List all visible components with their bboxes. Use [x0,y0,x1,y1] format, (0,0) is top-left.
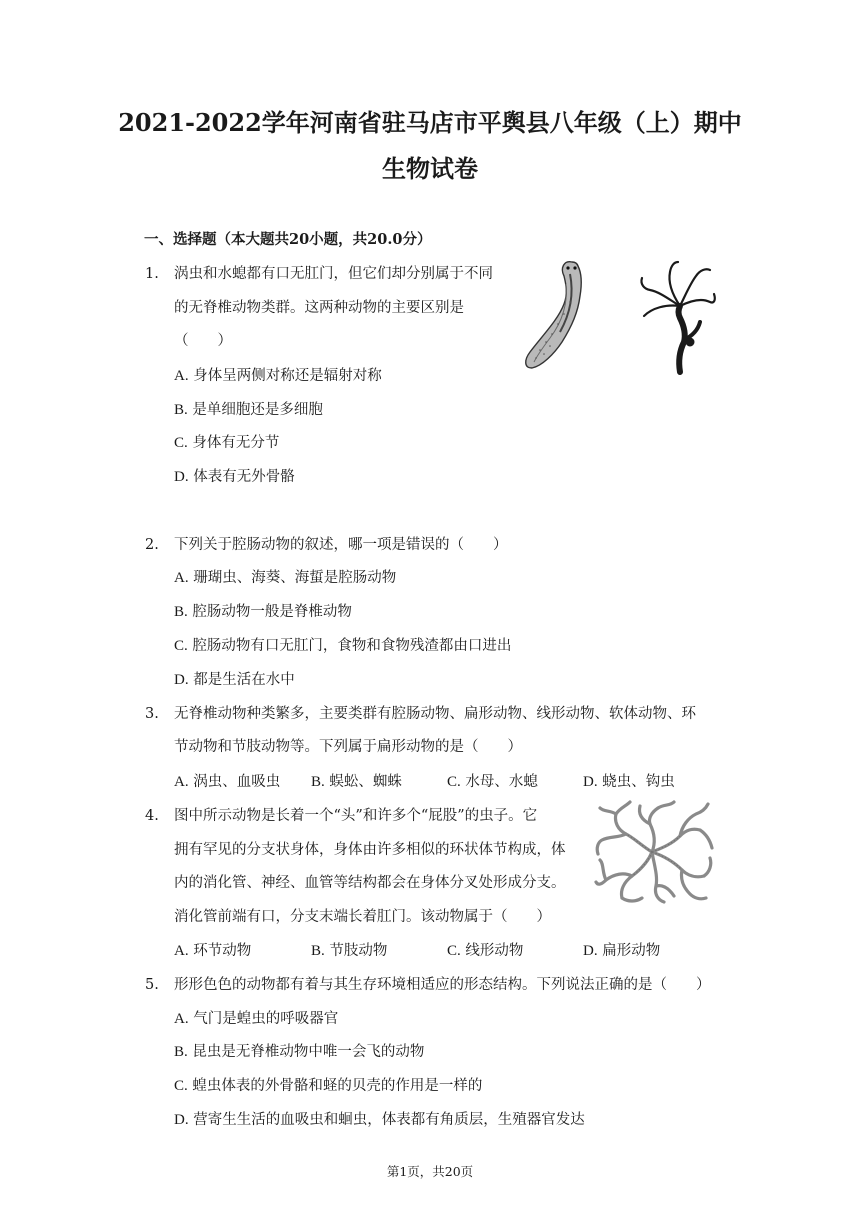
option-letter: C. [174,1078,188,1094]
option-text: 线形动物 [465,943,524,959]
page-title-line-1: 2021-2022学年河南省驻马店市平舆县八年级（上）期中 [118,108,742,137]
question-3-option-c [447,772,538,792]
option-letter: B. [311,774,325,790]
question-3-number: 3. [145,706,159,722]
question-2-option-b [174,602,352,622]
option-text: 蝗虫体表的外骨骼和蛏的贝壳的作用是一样的 [192,1078,483,1094]
option-letter: A. [174,943,189,959]
question-4-stem-line-1: 图中所示动物是长着一个“头”和许多个“屁股”的虫子。它 [174,808,538,824]
question-4-figure [592,798,716,906]
question-5-option-a [174,1009,338,1029]
option-text: 营寄生生活的血吸虫和蛔虫，体表都有角质层，生殖器官发达 [193,1112,585,1128]
question-1-stem-line-1: 涡虫和水螅都有口无肛门，但它们却分别属于不同 [174,266,493,282]
question-1-figure [520,254,720,376]
option-text: 蛲虫、钩虫 [602,774,675,790]
option-letter: C. [447,774,461,790]
question-1-stem-line-2: 的无脊椎动物类群。这两种动物的主要区别是 [174,300,464,316]
question-2-number: 2. [145,537,159,553]
question-1-option-c [174,433,279,453]
question-1-number: 1. [145,266,159,282]
option-text: 环节动物 [193,943,252,959]
question-4-option-a [174,941,251,961]
option-letter: C. [447,943,461,959]
option-text: 水母、水螅 [465,774,538,790]
option-text: 身体有无分节 [192,435,280,451]
option-letter: A. [174,570,189,586]
planarian-and-hydra-illustration [520,254,720,376]
option-letter: C. [174,435,188,451]
option-text: 节肢动物 [329,943,388,959]
option-letter: D. [174,1112,189,1128]
option-text: 昆虫是无脊椎动物中唯一会飞的动物 [192,1044,425,1060]
option-letter: B. [174,402,188,418]
option-letter: A. [174,774,189,790]
question-4-option-b [311,941,387,961]
question-1-stem-line-3: （ ） [174,333,232,349]
option-text: 是单细胞还是多细胞 [192,402,323,418]
question-1-option-a [174,366,382,386]
question-4-stem-line-3: 内的消化管、神经、血管等结构都会在身体分叉处形成分支。 [174,875,566,891]
planarian-icon [526,262,582,368]
option-letter: A. [174,368,189,384]
question-2-option-c [174,636,511,656]
option-letter: D. [174,469,189,485]
option-letter: C. [174,638,188,654]
question-3-option-b [311,772,402,792]
option-letter: B. [174,604,188,620]
option-letter: B. [174,1044,188,1060]
option-text: 蜈蚣、蜘蛛 [329,774,402,790]
question-5-option-d [174,1110,585,1130]
option-text: 身体呈两侧对称还是辐射对称 [193,368,382,384]
question-3-stem-line-1: 无脊椎动物种类繁多，主要类群有腔肠动物、扁形动物、线形动物、软体动物、环 [174,706,696,722]
option-letter: B. [311,943,325,959]
option-text: 腔肠动物一般是脊椎动物 [192,604,352,620]
option-letter: A. [174,1011,189,1027]
question-5-number: 5. [145,977,159,993]
question-5-option-c [174,1076,482,1096]
option-text: 涡虫、血吸虫 [193,774,281,790]
option-text: 气门是蝗虫的呼吸器官 [193,1011,339,1027]
option-text: 腔肠动物有口无肛门，食物和食物残渣都由口进出 [192,638,512,654]
option-letter: D. [174,672,189,688]
option-text: 珊瑚虫、海葵、海蜇是腔肠动物 [193,570,397,586]
question-3-option-a [174,772,280,792]
question-3-option-d [583,772,675,792]
question-2-option-a [174,568,396,588]
option-letter: D. [583,774,598,790]
option-text: 扁形动物 [602,943,661,959]
branching-worm-icon [592,798,716,906]
question-2-stem-line-1: 下列关于腔肠动物的叙述，哪一项是错误的（ ） [174,537,508,553]
hydra-icon [641,262,714,372]
question-5-stem-line-1: 形形色色的动物都有着与其生存环境相适应的形态结构。下列说法正确的是（ ） [174,977,711,993]
option-letter: D. [583,943,598,959]
question-4-option-c [447,941,523,961]
question-3-stem-line-2: 节动物和节肢动物等。下列属于扁形动物的是（ ） [174,739,522,755]
question-1-option-b [174,400,323,420]
question-5-option-b [174,1042,424,1062]
question-1-option-d [174,467,295,487]
question-4-option-d [583,941,660,961]
question-4-stem-line-4: 消化管前端有口，分支末端长着肛门。该动物属于（ ） [174,909,551,925]
question-4-number: 4. [145,808,159,824]
option-text: 都是生活在水中 [193,672,295,688]
page-footer: 第1页，共20页 [386,1164,474,1179]
option-text: 体表有无外骨骼 [193,469,295,485]
question-4-stem-line-2: 拥有罕见的分支状身体，身体由许多相似的环状体节构成，体 [174,842,566,858]
section-heading: 一、选择题（本大题共20小题，共20.0分） [144,231,432,248]
question-2-option-d [174,670,295,690]
page-title-line-2: 生物试卷 [382,154,478,183]
